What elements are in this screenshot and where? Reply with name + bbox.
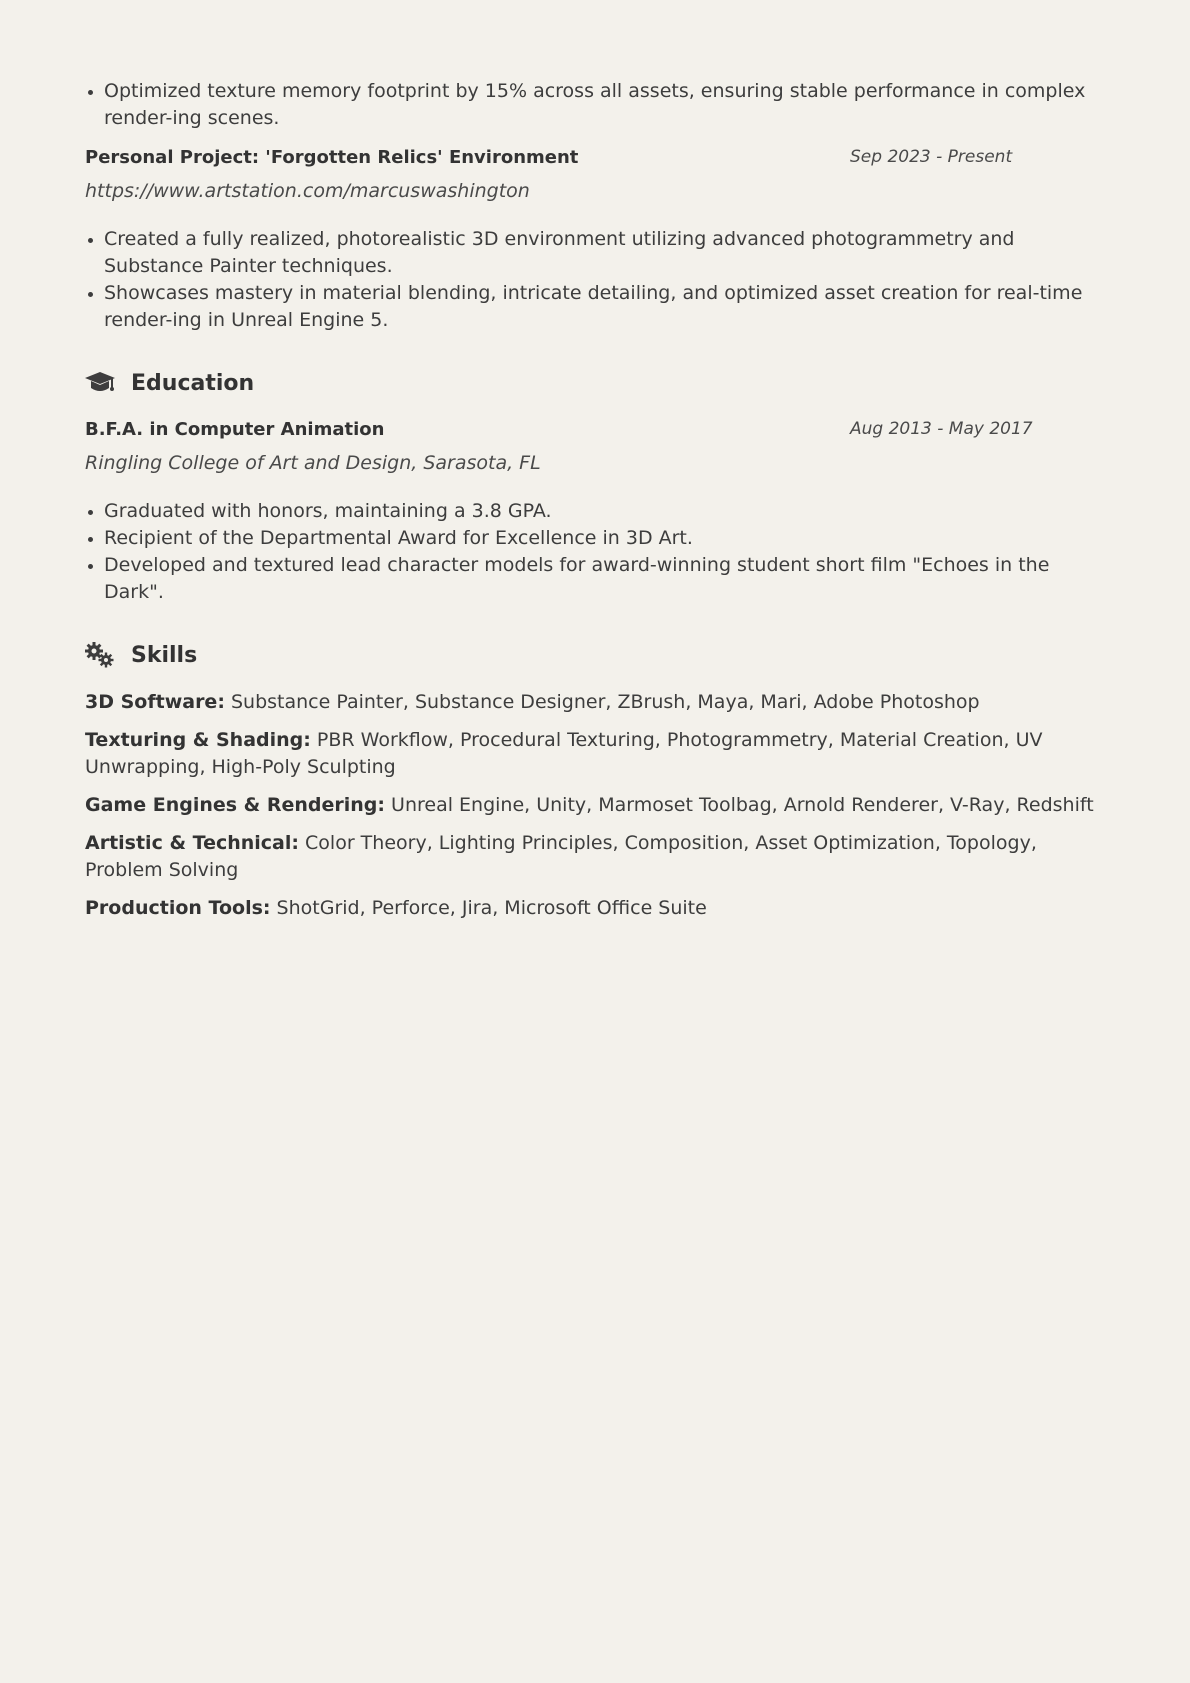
school-name: Ringling College of Art and Design, Sarasota, FL [85, 452, 541, 474]
project-date: Sep 2023 - Present [850, 147, 1013, 167]
skill-value: PBR Workflow, Procedural Texturing, Photogrammetry, Material Creation, UV Unwrapping, High-Poly Sculpting [85, 729, 1043, 778]
skills-section [85, 640, 1105, 922]
list-item: Showcases mastery in material blending, intricate detailing, and optimized asset creation for real-time render-ing in Unreal Engine 5. [85, 280, 1105, 334]
skill-label: Production Tools: [85, 897, 271, 919]
project-title: Personal Project: 'Forgotten Relics' Environment [85, 147, 579, 168]
skill-value: Substance Painter, Substance Designer, ZBrush, Maya, Mari, Adobe Photoshop [230, 691, 980, 713]
skill-label: 3D Software: [85, 691, 225, 713]
experience-bullets [85, 78, 1105, 132]
project-url[interactable]: https://www.artstation.com/marcuswashington [85, 180, 530, 202]
list-item: Optimized texture memory footprint by 15% across all assets, ensuring stable performance in complex render-ing scenes. [85, 78, 1105, 132]
list-item: Graduated with honors, maintaining a 3.8 GPA. [85, 498, 1105, 525]
project-bullets [85, 226, 1105, 334]
skill-row [85, 689, 1105, 716]
skill-row [85, 792, 1105, 819]
skills-heading [85, 640, 1105, 670]
list-item: Recipient of the Departmental Award for Excellence in 3D Art. [85, 525, 1105, 552]
degree-title: B.F.A. in Computer Animation [85, 419, 385, 440]
skill-row [85, 727, 1105, 781]
graduation-cap-icon [85, 370, 115, 396]
skill-row [85, 895, 1105, 922]
education-date: Aug 2013 - May 2017 [850, 419, 1033, 439]
education-section [85, 368, 1105, 606]
education-heading [85, 368, 1105, 398]
education-bullets [85, 498, 1105, 606]
skills-list [85, 689, 1105, 922]
section-title: Skills [131, 642, 198, 668]
skill-label: Texturing & Shading: [85, 729, 311, 751]
section-title: Education [131, 370, 255, 396]
skill-row [85, 830, 1105, 884]
skill-value: Unreal Engine, Unity, Marmoset Toolbag, Arnold Renderer, V-Ray, Redshift [391, 794, 1094, 816]
skill-label: Artistic & Technical: [85, 832, 299, 854]
skill-label: Game Engines & Rendering: [85, 794, 385, 816]
skill-value: ShotGrid, Perforce, Jira, Microsoft Office Suite [276, 897, 707, 919]
skill-value: Color Theory, Lighting Principles, Composition, Asset Optimization, Topology, Problem Solving [85, 832, 1037, 881]
project-entry [85, 144, 1105, 334]
list-item: Created a fully realized, photorealistic 3D environment utilizing advanced photogrammetry and Substance Painter techniques. [85, 226, 1105, 280]
resume-page [85, 78, 1105, 922]
gears-icon [85, 642, 115, 668]
list-item: Developed and textured lead character models for award-winning student short film "Echoes in the Dark". [85, 552, 1105, 606]
